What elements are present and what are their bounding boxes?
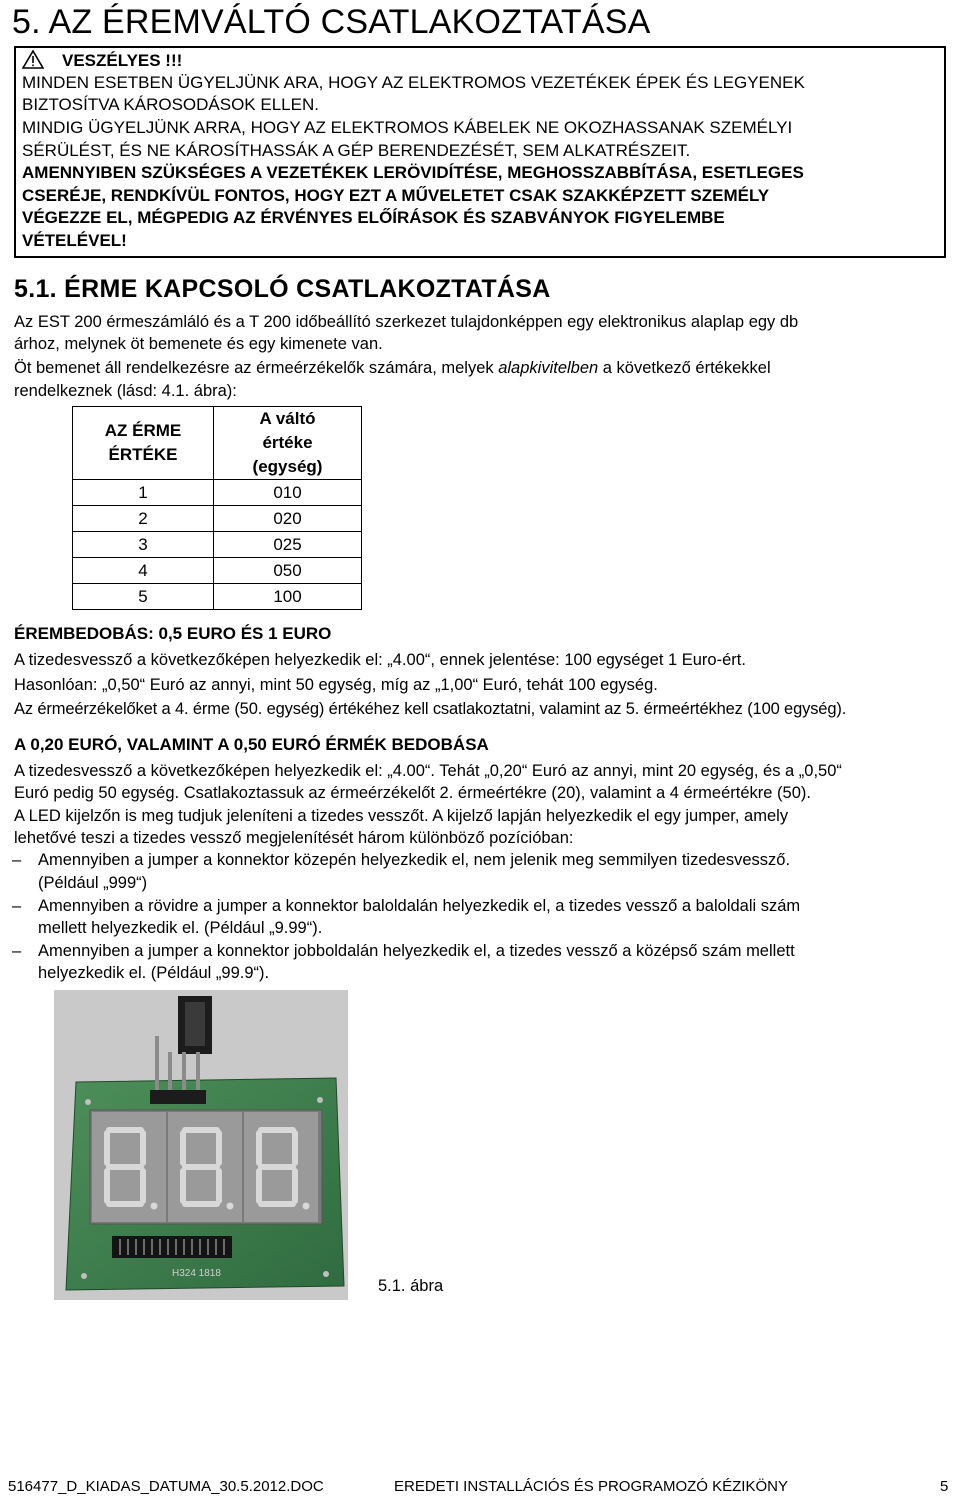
page-title: 5. AZ ÉREMVÁLTÓ CSATLAKOZTATÁSA [12, 3, 651, 41]
coins2-line: A tizedesvessző a következőképen helyezkedik el: „4.00“. Tehát „0,20“ Euró az annyi, mint 20 egység, és a „0,50“ [14, 762, 842, 780]
coins1-title: ÉREMBEDOBÁS: 0,5 EURO ÉS 1 EURO [14, 624, 332, 643]
table-cell: 3 [73, 532, 214, 558]
intro-emphasis: alapkivitelben [498, 359, 599, 377]
bullet-line: (Például „999“) [38, 874, 148, 892]
footer-title: EREDETI INSTALLÁCIÓS ÉS PROGRAMOZÓ KÉZIKÖNY [394, 1478, 788, 1495]
coins2-title: A 0,20 EURÓ, VALAMINT A 0,50 EURÓ ÉRMÉK BEDOBÁSA [14, 735, 489, 754]
table-header-row [73, 407, 362, 480]
table-cell: 010 [214, 480, 362, 506]
coins2-line: lehetővé teszi a tizedes vessző megjelenítését három különböző pozícióban: [14, 829, 574, 847]
figure-caption: 5.1. ábra [378, 1277, 444, 1295]
warning-line: BIZTOSÍTVA KÁROSODÁSOK ELLEN. [22, 95, 319, 114]
bullet-line: Amennyiben a jumper a konnektor közepén helyezkedik el, nem jelenik meg semmilyen tizedesvessző. [38, 851, 791, 869]
warning-line: VÉGEZZE EL, MÉGPEDIG AZ ÉRVÉNYES ELŐÍRÁSOK ÉS SZABVÁNYOK FIGYELEMBE [22, 208, 725, 227]
table-cell: 020 [214, 506, 362, 532]
coins1-line: Hasonlóan: „0,50“ Euró az annyi, mint 50 egység, míg az „1,00“ Euró, tehát 100 egység. [14, 676, 658, 694]
warning-line: SÉRÜLÉST, ÉS NE KÁROSÍTHASSÁK A GÉP BERENDEZÉSÉT, SEM ALKATRÉSZEIT. [22, 141, 691, 160]
warning-line: MINDIG ÜGYELJÜNK ARRA, HOGY AZ ELEKTROMOS KÁBELEK NE OKOZHASSANAK SZEMÉLYI [22, 118, 793, 137]
table-row [73, 584, 362, 610]
table-row [73, 480, 362, 506]
intro-line: Öt bemenet áll rendelkezésre az érmeérzékelők számára, melyek alapkivitelben a következő értékekkel [14, 359, 771, 377]
table-cell: 050 [214, 558, 362, 584]
table-header-value: A váltó értéke (egység) [214, 407, 362, 480]
warning-line: AMENNYIBEN SZÜKSÉGES A VEZETÉKEK LERÖVIDÍTÉSE, MEGHOSSZABBÍTÁSA, ESETLEGES [22, 163, 804, 182]
table-header-coin: AZ ÉRME ÉRTÉKE [73, 407, 214, 480]
table-row [73, 506, 362, 532]
bullet-dash: – [12, 851, 22, 869]
coins1-line: A tizedesvessző a következőképen helyezkedik el: „4.00“, ennek jelentése: 100 egységet 1 Euro-ért. [14, 651, 746, 669]
coin-value-table [72, 406, 362, 610]
table-cell: 100 [214, 584, 362, 610]
bullet-line: Amennyiben a rövidre a jumper a konnektor baloldalán helyezkedik el, a tizedes vessző a baloldali szám [38, 897, 801, 915]
warning-line: VÉTELÉVEL! [22, 231, 127, 250]
intro-line: árhoz, melynek öt bemenete és egy kimenete van. [14, 335, 383, 353]
table-cell: 1 [73, 480, 214, 506]
table-cell: 025 [214, 532, 362, 558]
section-title: 5.1. ÉRME KAPCSOLÓ CSATLAKOZTATÁSA [14, 275, 551, 303]
bullet-line: helyezkedik el. (Például „99.9“). [38, 964, 270, 982]
page-number: 5 [940, 1478, 949, 1495]
warning-triangle-icon [22, 50, 44, 74]
board-label: H324 1818 [172, 1268, 221, 1279]
footer-filename: 516477_D_KIADAS_DATUMA_30.5.2012.DOC [8, 1478, 324, 1495]
led-display-board-photo [54, 990, 348, 1300]
table-row [73, 532, 362, 558]
bullet-line: Amennyiben a jumper a konnektor jobboldalán helyezkedik el, a tizedes vessző a középső szám mellett [38, 942, 795, 960]
coins2-line: A LED kijelzőn is meg tudjuk jeleníteni a tizedes vesszőt. A kijelző lapján helyezkedik el egy jumper, amely [14, 807, 789, 825]
bullet-dash: – [12, 897, 22, 915]
coins2-line: Euró pedig 50 egység. Csatlakoztassuk az érmeérzékelőt 2. érmeértékre (20), valamint a 4 érmeértékre (50). [14, 784, 811, 802]
table-cell: 4 [73, 558, 214, 584]
bullet-dash: – [12, 942, 22, 960]
table-cell: 2 [73, 506, 214, 532]
intro-line: rendelkeznek (lásd: 4.1. ábra): [14, 382, 237, 400]
table-row [73, 558, 362, 584]
bullet-line: mellett helyezkedik el. (Például „9.99“). [38, 919, 323, 937]
warning-line: MINDEN ESETBEN ÜGYELJÜNK ARA, HOGY AZ ELEKTROMOS VEZETÉKEK ÉPEK ÉS LEGYENEK [22, 73, 805, 92]
warning-title-text: VESZÉLYES !!! [62, 51, 183, 70]
warning-title [22, 50, 182, 74]
warning-line: CSERÉJE, RENDKÍVÜL FONTOS, HOGY EZT A MŰVELETET CSAK SZAKKÉPZETT SZEMÉLY [22, 186, 770, 205]
intro-line: Az EST 200 érmeszámláló és a T 200 időbeállító szerkezet tulajdonképpen egy elektronikus alaplap egy db [14, 313, 799, 331]
table-cell: 5 [73, 584, 214, 610]
coins1-line: Az érmeérzékelőket a 4. érme (50. egység) értékéhez kell csatlakoztatni, valamint az 5. érmeértékhez (100 egység). [14, 700, 847, 718]
